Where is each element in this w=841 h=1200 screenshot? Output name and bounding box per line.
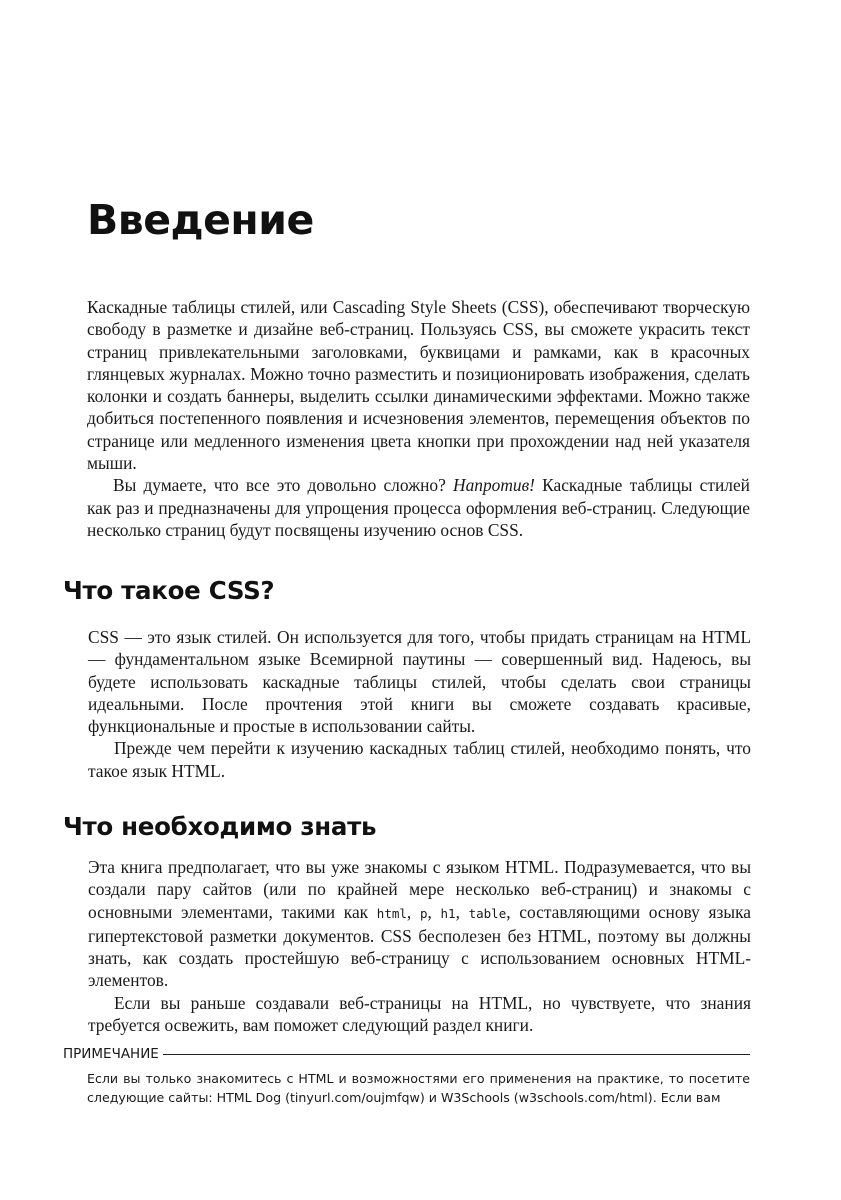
code-table: table — [468, 905, 507, 921]
note-divider — [163, 1054, 750, 1055]
code-h1: h1 — [440, 905, 456, 921]
intro-paragraph-2: Вы думаете, что все это довольно сложно? Напротив! Каскадные таблицы стилей как раз и предназначены для упрощения процесса оформления веб-страниц. Следующие несколько страниц будут посвящены изучению основ CSS. — [87, 475, 750, 540]
what-is-css-paragraph-1: CSS — это язык стилей. Он используется для того, чтобы придать страницам на HTML — фундаментальном языке Всемирной паутины — совершенный вид. Надеюсь, вы будете использовать каскадные таблицы стилей, чтобы сделать свои страницы идеальными. После прочтения этой книги вы сможете создавать красивые, функциональные и простые в использовании сайты. — [88, 627, 751, 737]
section-heading-what-is-css: Что такое CSS? — [63, 576, 275, 605]
section-heading-prerequisites: Что необходимо знать — [63, 812, 377, 841]
intro-paragraph-1: Каскадные таблицы стилей, или Cascading Style Sheets (CSS), обеспечивают творческую свободу в разметке и дизайне веб-страниц. Пользуясь CSS, вы сможете украсить текст страниц привлекательными заголовками, буквицами и рамками, как в красочных глянцевых журналах. Можно точно разместить и позиционировать изображения, сделать колонки и создать баннеры, выделить ссылки динамическими эффектами. Можно также добиться постепенного появления и исчезновения элементов, перемещения объектов по странице или медленного изменения цвета кнопки при прохождении над ней указателя мыши. — [87, 297, 750, 474]
intro-section — [87, 296, 750, 541]
prerequisites-section — [88, 856, 751, 1036]
what-is-css-paragraph-2: Прежде чем перейти к изучению каскадных таблиц стилей, необходимо понять, что такое язык HTML. — [88, 738, 751, 781]
prerequisites-paragraph-2: Если вы раньше создавали веб-страницы на HTML, но чувствуете, что знания требуется освежить, вам поможет следующий раздел книги. — [88, 992, 751, 1036]
note-text: Если вы только знакомитесь с HTML и возможностями его применения на практике, то посетите следующие сайты: HTML Dog (tinyurl.com/oujmfqw) и W3Schools (w3schools.com/html). Если вам — [87, 1071, 750, 1105]
chapter-title: Введение — [87, 196, 314, 244]
prerequisites-paragraph-1: Эта книга предполагает, что вы уже знакомы с языком HTML. Подразумевается, что вы создали пару сайтов (или по крайней мере несколько веб-страниц) и знакомы с основными элементами, такими как html, p, h1, table, составляющими основу языка гипертекстовой разметки документов. CSS бесполезен без HTML, поэтому вы должны знать, как создать простейшую веб-страницу с использованием основных HTML-элементов. — [88, 857, 751, 991]
code-p: p — [419, 905, 428, 921]
note-header — [63, 1046, 750, 1062]
code-html: html — [376, 905, 407, 921]
emphasis-text: Напротив! — [453, 475, 535, 496]
what-is-css-section — [88, 626, 751, 782]
note-label: ПРИМЕЧАНИЕ — [63, 1046, 159, 1062]
